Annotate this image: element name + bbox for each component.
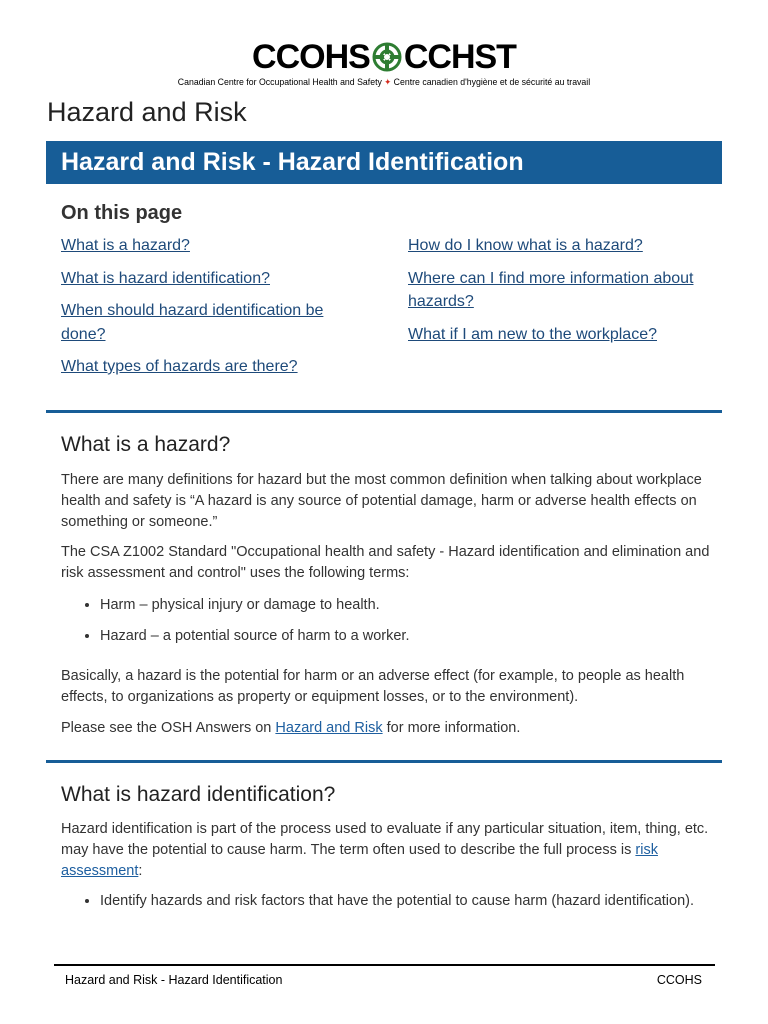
logo-text-ccohs: CCOHS	[252, 38, 370, 76]
toc-link-what-is-hazard[interactable]: What is a hazard?	[61, 237, 190, 254]
list-item: • Hazard – a potential source of harm to a worker.	[100, 626, 700, 647]
section-divider	[46, 410, 722, 413]
on-this-page-heading: On this page	[61, 202, 183, 224]
bullet-list	[61, 595, 700, 657]
section-divider	[46, 760, 722, 763]
toc-link-how-know-hazard[interactable]: How do I know what is a hazard?	[408, 237, 643, 254]
page-title-banner: Hazard and Risk - Hazard Identification	[46, 141, 722, 184]
paragraph: Basically, a hazard is the potential for harm or an adverse effect (for example, to people as health effects, to organizations as property or equipment losses, or to the environment).	[61, 668, 685, 705]
list-item: • Identify hazards and risk factors that have the potential to cause harm (hazard identification).	[100, 891, 700, 912]
toc-link-when-hazard-identification[interactable]: When should hazard identification be done?	[61, 302, 324, 343]
section-heading-what-is-hazard: What is a hazard?	[61, 433, 231, 456]
paragraph: Hazard identification is part of the process used to evaluate if any particular situation, item, thing, etc. may have the potential to cause harm. The term often used to describe the full process is risk assessment:	[61, 821, 709, 879]
ccohs-emblem-icon	[372, 42, 402, 72]
footer-divider	[54, 964, 715, 966]
link-risk-assessment[interactable]: risk assessment	[61, 842, 658, 879]
toc-link-new-to-workplace[interactable]: What if I am new to the workplace?	[408, 325, 657, 343]
section-title: Hazard and Risk	[47, 97, 247, 127]
paragraph: There are many definitions for hazard but the most common definition when talking about workplace health and safety is “A hazard is any source of potential damage, harm or adverse health effects on something or someone.”	[61, 472, 702, 530]
ccohs-logo	[0, 38, 768, 89]
paragraph: Please see the OSH Answers on Hazard and Risk for more information.	[61, 720, 521, 736]
logo-subtitle: Canadian Centre for Occupational Health and Safety ✦ Centre canadien d'hygiène et de sécurité au travail	[177, 77, 591, 88]
toc-link-what-is-hazard-identification[interactable]: What is hazard identification?	[61, 269, 270, 287]
toc-link-types-of-hazards[interactable]: What types of hazards are there?	[61, 358, 298, 375]
bullet-list	[61, 891, 700, 922]
maple-leaf-icon: ✦	[384, 77, 392, 87]
toc-link-more-information[interactable]: Where can I find more information about hazards?	[408, 269, 694, 310]
toc-left-column	[61, 234, 361, 388]
footer-document-title: Hazard and Risk - Hazard Identification	[65, 973, 283, 987]
paragraph: The CSA Z1002 Standard "Occupational health and safety - Hazard identification and elimination and risk assessment and control" uses the following terms:	[61, 544, 710, 581]
logo-text-cchst: CCHST	[403, 38, 516, 76]
footer-organization: CCOHS	[656, 973, 702, 987]
link-hazard-and-risk[interactable]: Hazard and Risk	[275, 720, 383, 736]
toc-right-column	[408, 234, 708, 355]
section-heading-what-is-hazard-identification: What is hazard identification?	[61, 783, 336, 806]
list-item: • Harm – physical injury or damage to health.	[100, 595, 700, 616]
